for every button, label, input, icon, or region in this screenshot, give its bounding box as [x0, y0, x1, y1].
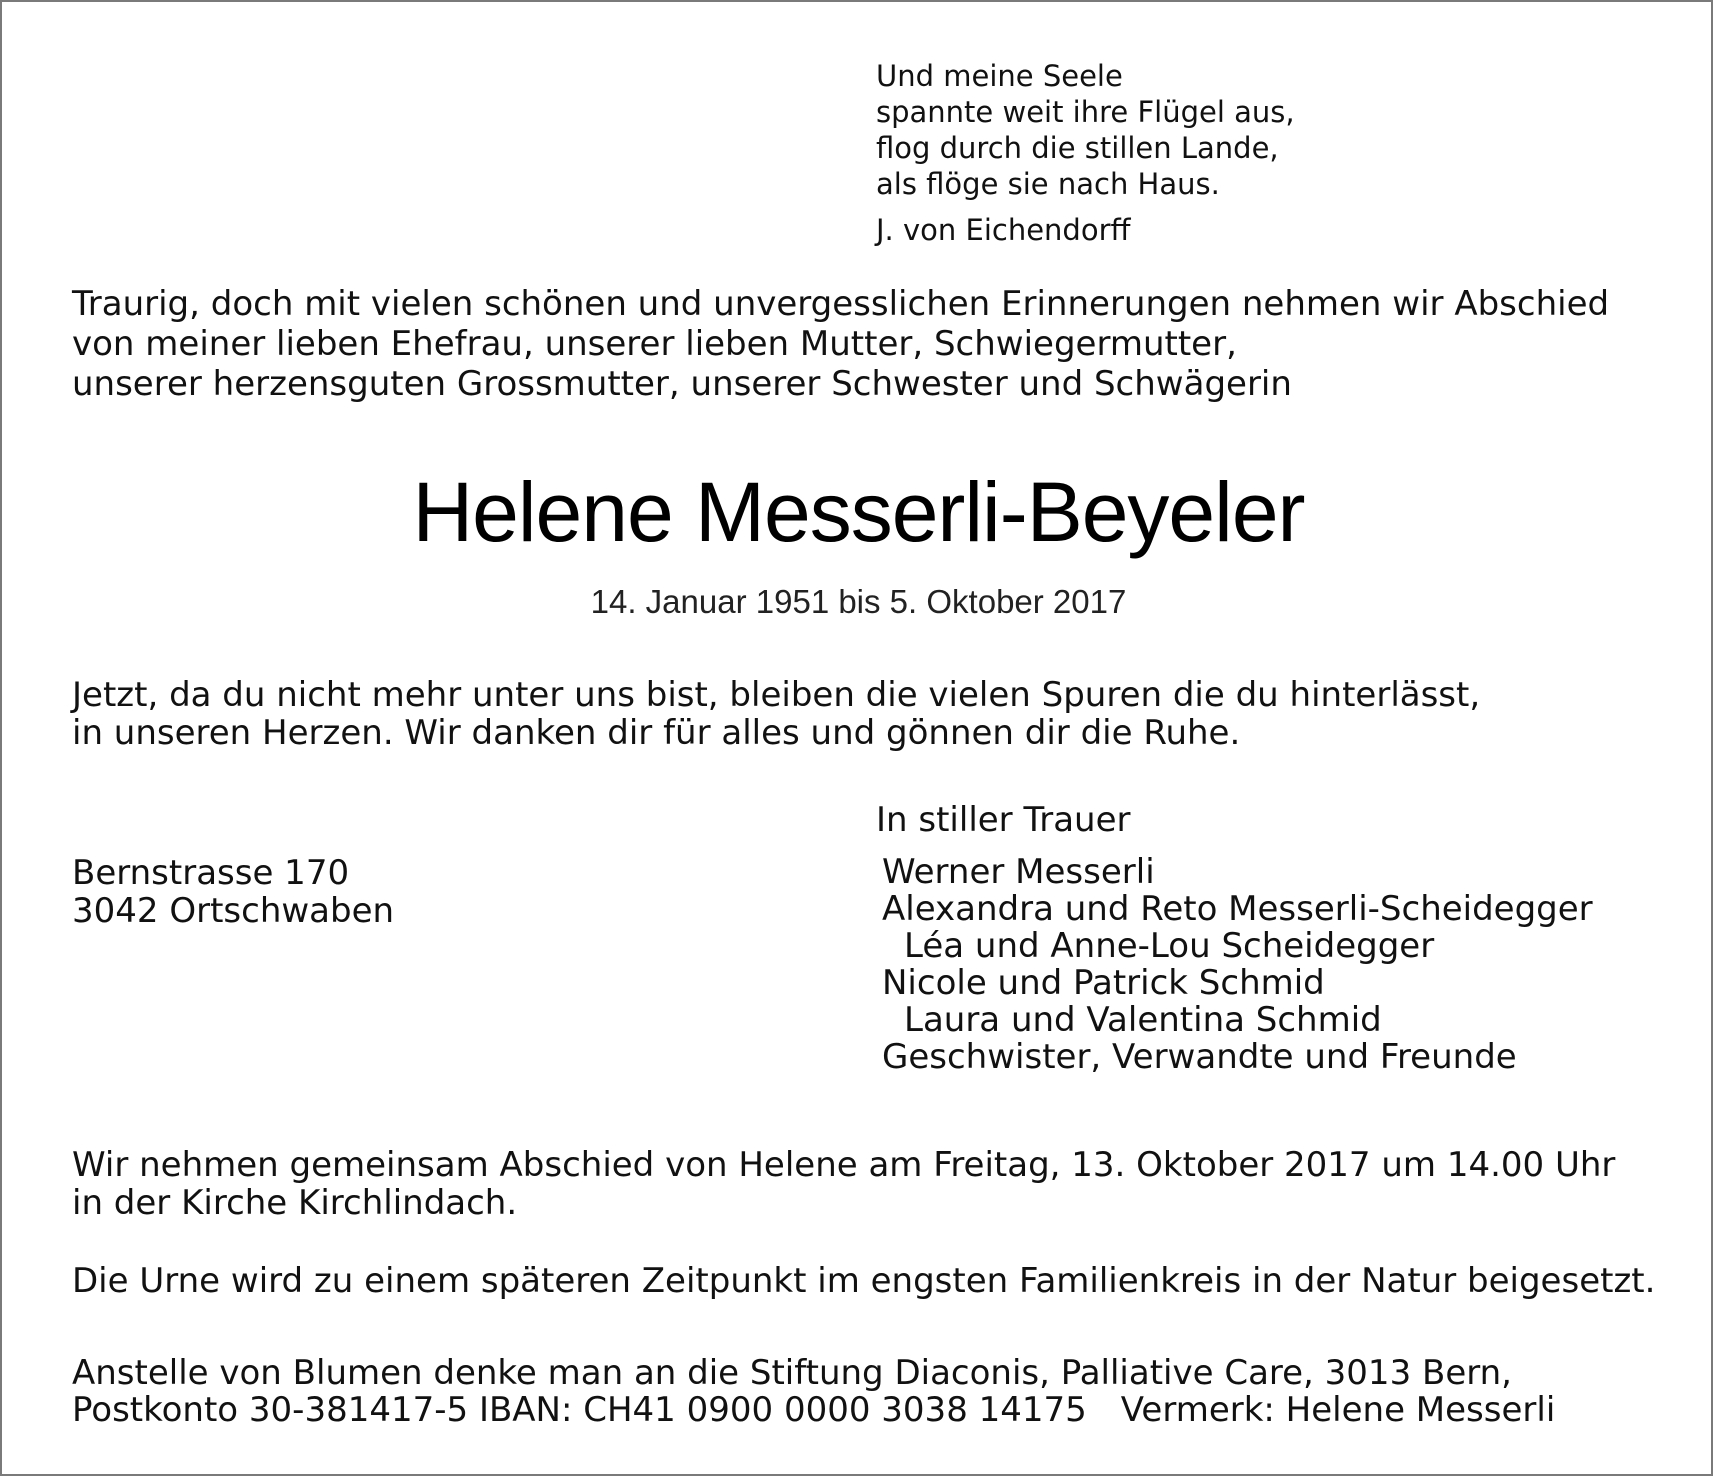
donation-note: Vermerk: Helene Messerli [1120, 1390, 1556, 1430]
ceremony-line: in der Kirche Kirchlindach. [72, 1183, 518, 1223]
family-member: Geschwister, Verwandte und Freunde [882, 1037, 1517, 1077]
intro-line: unserer herzensguten Grossmutter, unserer Schwester und Schwägerin [72, 364, 1292, 404]
family-member: Alexandra und Reto Messerli-Scheidegger [882, 889, 1593, 929]
deceased-name: Helene Messerli-Beyeler [412, 465, 1305, 559]
poem [876, 58, 1295, 202]
ceremony-info [72, 1146, 1615, 1222]
poem-line: Und meine Seele [876, 59, 1123, 93]
donation-account-line [72, 1392, 1555, 1429]
donation-account: Postkonto 30-381417-5 IBAN: CH41 0900 0000 3038 14175 [72, 1390, 1087, 1430]
family-list [882, 854, 1593, 1076]
poem-line: flog durch die stillen Lande, [876, 131, 1279, 165]
farewell-message [72, 676, 1480, 752]
life-dates: 14. Januar 1951 bis 5. Oktober 2017 [590, 583, 1127, 620]
family-member: Léa und Anne-Lou Scheidegger [904, 926, 1435, 966]
intro-line: von meiner lieben Ehefrau, unserer lieben Mutter, Schwiegermutter, [72, 324, 1237, 364]
urn-info: Die Urne wird zu einem späteren Zeitpunkt im engsten Familienkreis in der Natur beigesetzt. [72, 1261, 1656, 1301]
family-member: Laura und Valentina Schmid [904, 1000, 1382, 1040]
message-line: Jetzt, da du nicht mehr unter uns bist, bleiben die vielen Spuren die du hinterlässt, [72, 675, 1481, 715]
donation-info [72, 1355, 1555, 1429]
mourning-heading: In stiller Trauer [876, 800, 1131, 840]
family-member: Nicole und Patrick Schmid [882, 963, 1325, 1003]
address-city: 3042 Ortschwaben [72, 891, 395, 931]
donation-line: Anstelle von Blumen denke man an die Stiftung Diaconis, Palliative Care, 3013 Bern, [72, 1353, 1512, 1393]
poem-author: J. von Eichendorff [876, 213, 1131, 247]
address [72, 854, 394, 930]
intro-text [72, 284, 1609, 404]
message-line: in unseren Herzen. Wir danken dir für alles und gönnen dir die Ruhe. [72, 713, 1241, 753]
ceremony-line: Wir nehmen gemeinsam Abschied von Helene am Freitag, 13. Oktober 2017 um 14.00 Uhr [72, 1145, 1616, 1185]
poem-line: spannte weit ihre Flügel aus, [876, 95, 1295, 129]
family-member: Werner Messerli [882, 852, 1155, 892]
intro-line: Traurig, doch mit vielen schönen und unvergesslichen Erinnerungen nehmen wir Abschied [72, 284, 1610, 324]
address-street: Bernstrasse 170 [72, 853, 350, 893]
poem-line: als flöge sie nach Haus. [876, 167, 1220, 201]
